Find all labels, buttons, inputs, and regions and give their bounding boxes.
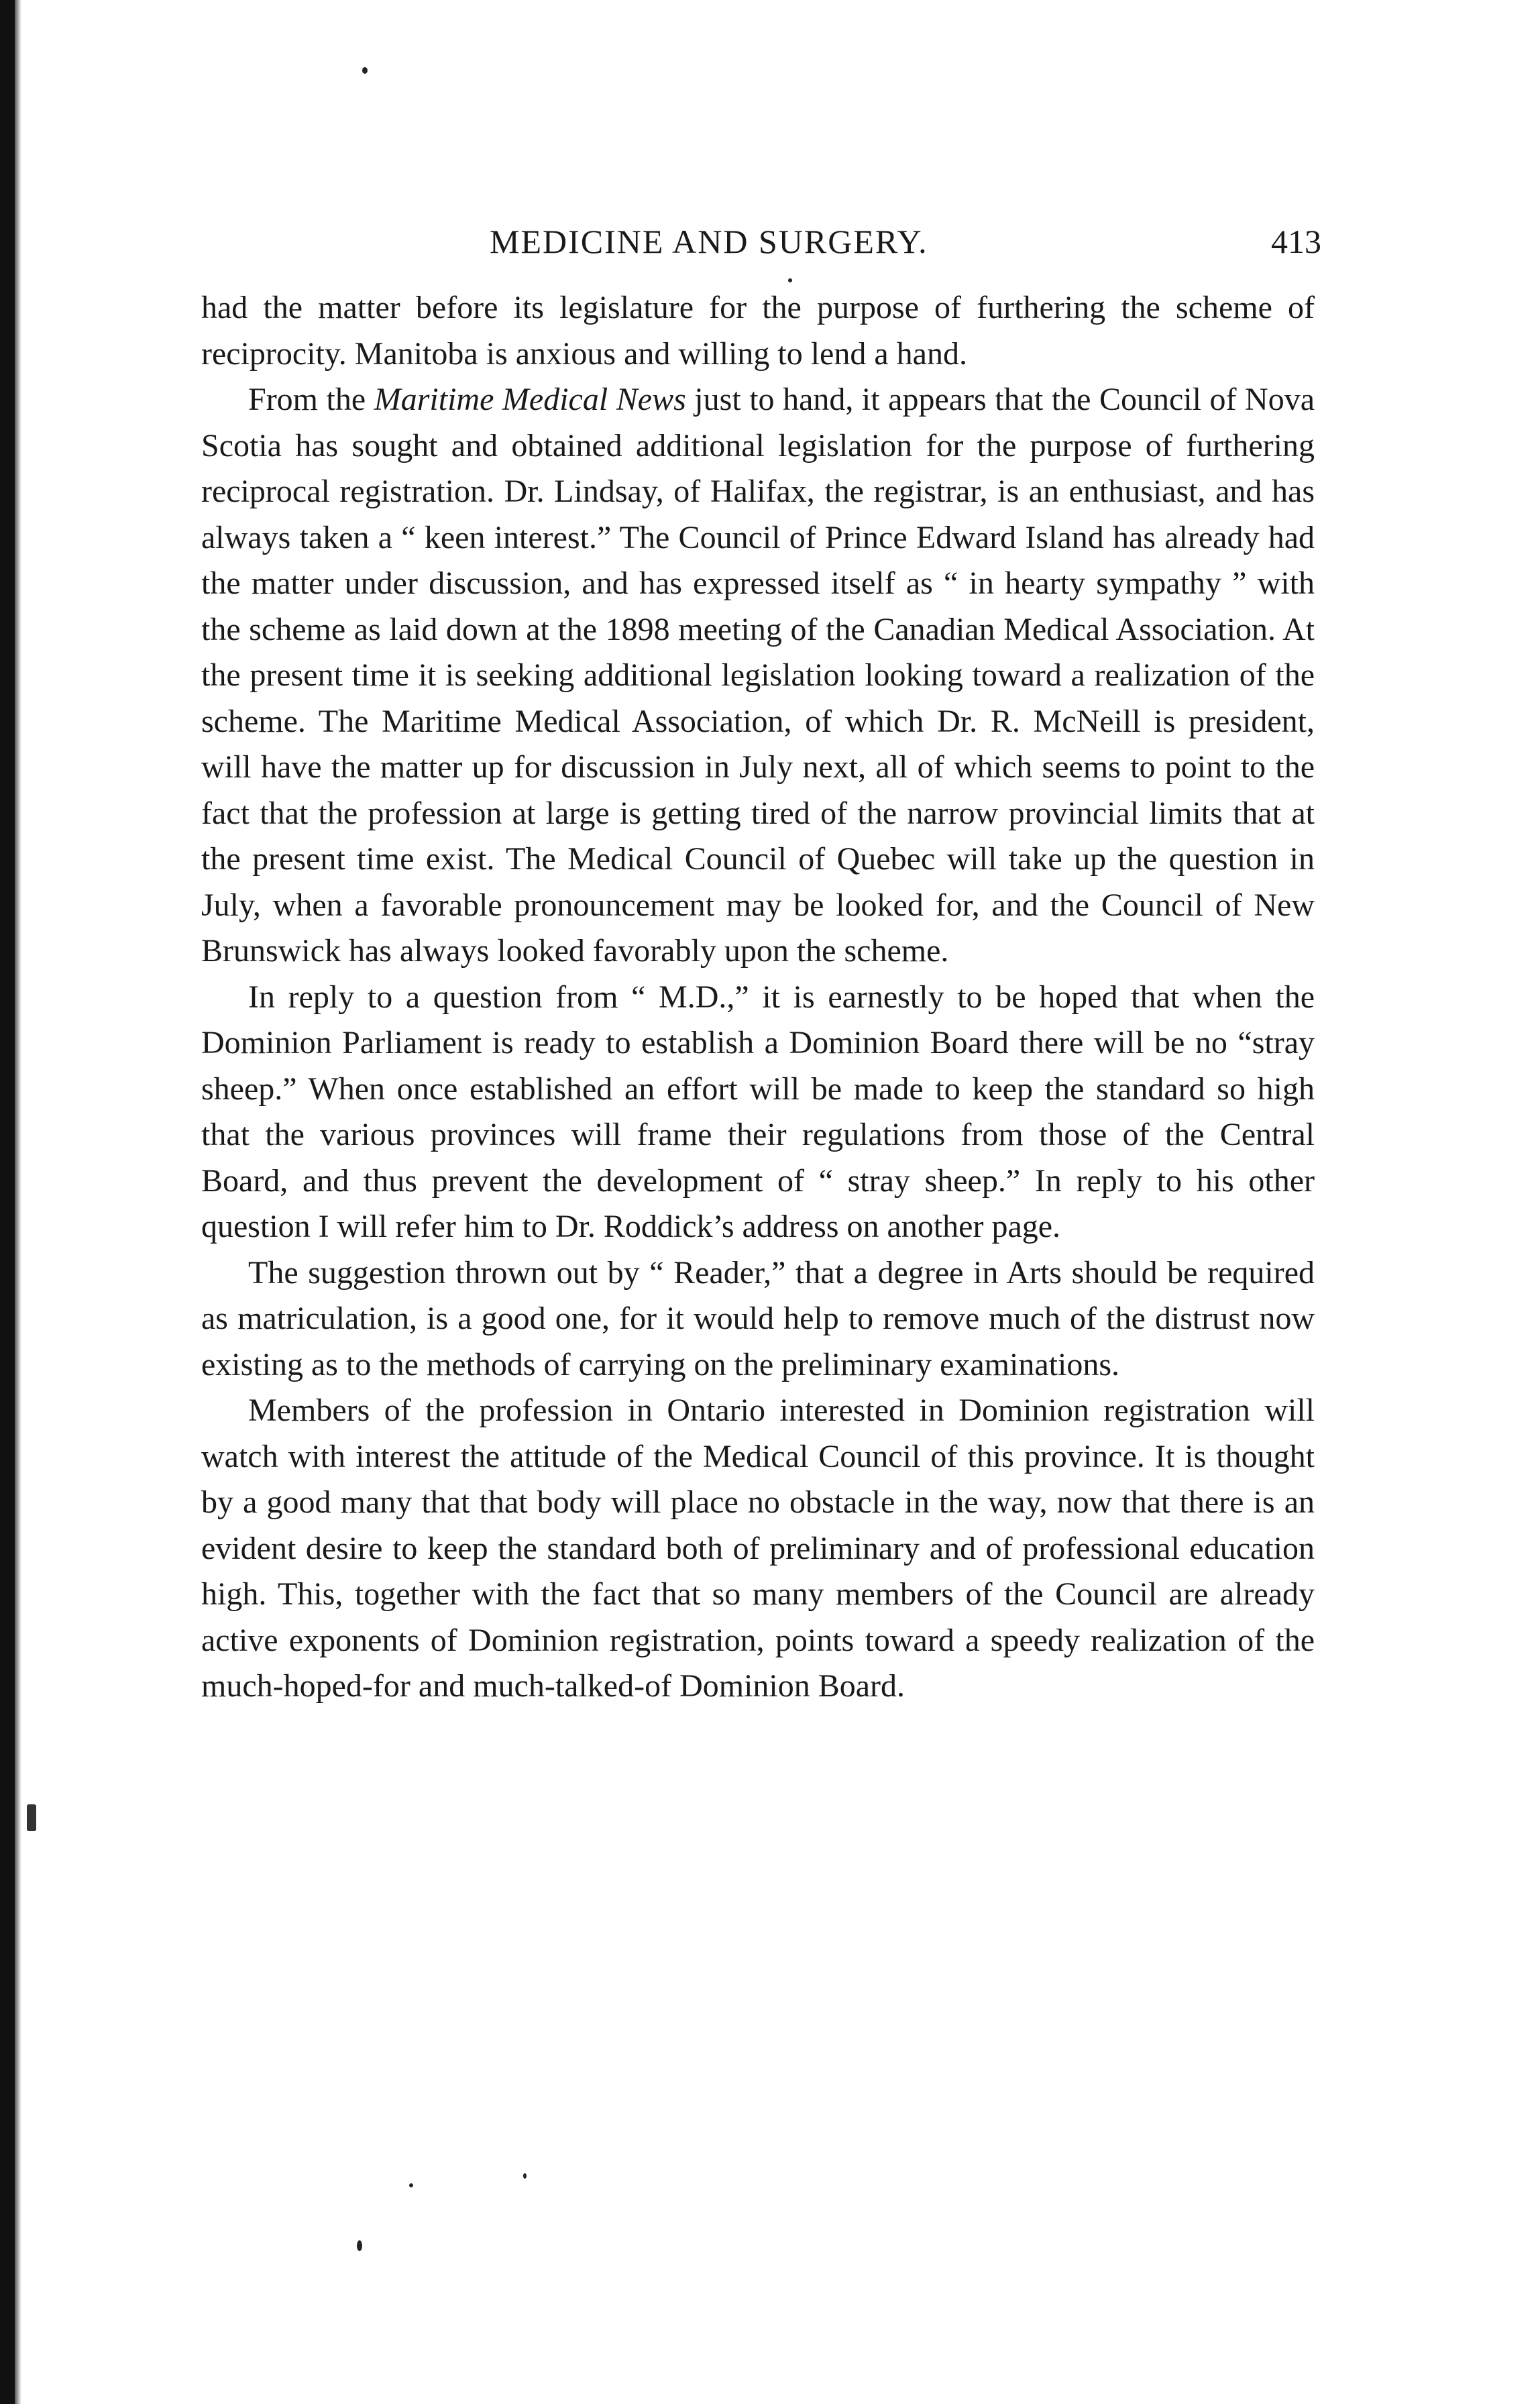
page-edge-fade bbox=[15, 0, 21, 2404]
article-body bbox=[201, 285, 1315, 1710]
paragraph-2 bbox=[201, 377, 1315, 975]
ink-speck bbox=[357, 2240, 362, 2251]
margin-mark bbox=[27, 1804, 36, 1831]
paragraph-1: had the matter before its legislature for the purpose of furthering the scheme of reciprocity. Manitoba is anxious and willing to lend a hand. bbox=[201, 290, 1315, 372]
paragraph-3: In reply to a question from “ M.D.,” it is earnestly to be hoped that when the Dominion Parliament is ready to establish a Dominion Board there will be no “stray sheep.” When once established an effort will be made to keep the standard so high that the various provinces will frame their regulations from those of the Central Board, and thus prevent the development of “ stray sheep.” In reply to his other question I will refer him to Dr. Roddick’s address on another page. bbox=[201, 979, 1315, 1244]
page-number: 413 bbox=[1271, 223, 1321, 260]
paragraph-2-rest: just to hand, it appears that the Council of Nova Scotia has sought and obtained additional legislation for the purpose of furthering reciprocal registration. Dr. Lindsay, of Halifax, the registrar, is an enthusiast, and has always taken a “ keen interest.” The Council of Prince Edward Island has already had the matter under discussion, and has expressed itself as “ in hearty sympathy ” with the scheme as laid down at the 1898 meeting of the Canadian Medical Association. At the present time it is seeking additional legislation looking toward a realization of the scheme. The Maritime Medical Association, of which Dr. R. McNeill is president, will have the matter up for discussion in July next, all of which seems to point to the fact that the profession at large is getting tired of the narrow provincial limits that at the present time exist. The Medical Council of Quebec will take up the question in July, when a favorable pronouncement may be looked for, and the Council of New Brunswick has always looked favorably upon the scheme. bbox=[201, 382, 1315, 969]
journal-title: Maritime Medical News bbox=[374, 382, 686, 417]
ink-speck bbox=[409, 2183, 413, 2187]
running-title: MEDICINE AND SURGERY. bbox=[490, 223, 928, 260]
paragraph-5: Members of the profession in Ontario interested in Dominion registration will watch with interest the attitude of the Medical Council of this province. It is thought by a good many that that body will place no obstacle in the way, now that there is an evident desire to keep the standard both of preliminary and of professional education high. This, together with the fact that so many members of the Council are already active exponents of Dominion registration, points toward a speedy realization of the much-hoped-for and much-talked-of Dominion Board. bbox=[201, 1392, 1315, 1704]
running-head bbox=[201, 215, 1321, 268]
page-edge-shadow bbox=[0, 0, 15, 2404]
paragraph-2-lead: From the bbox=[248, 382, 374, 417]
ink-speck bbox=[788, 278, 792, 282]
ink-speck bbox=[523, 2173, 527, 2179]
ink-speck bbox=[362, 67, 368, 74]
paragraph-4: The suggestion thrown out by “ Reader,” that a degree in Arts should be required as matriculation, is a good one, for it would help to remove much of the distrust now existing as to the methods of carrying on the preliminary examinations. bbox=[201, 1254, 1315, 1382]
